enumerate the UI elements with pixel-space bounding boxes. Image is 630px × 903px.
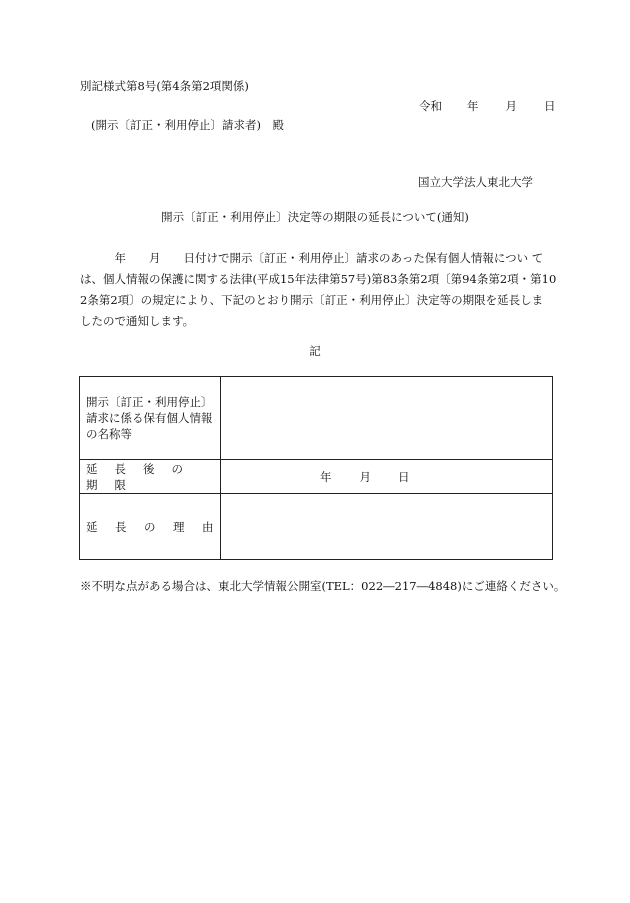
label-char: 限 [114, 477, 126, 492]
deadline-month: 月 [359, 469, 371, 484]
extension-reason-value[interactable] [221, 494, 553, 560]
extended-deadline-value[interactable] [221, 460, 553, 494]
label-char: 期 [86, 477, 98, 492]
date-day: 日 [544, 99, 556, 113]
extension-reason-label [80, 494, 221, 560]
label-char: の [144, 519, 156, 534]
date-month: 月 [505, 99, 517, 113]
body-line: は、個人情報の保護に関する法律(平成15年法律第57号)第83条第2項〔第94条第2項・第10 [80, 272, 557, 286]
label-char: 長 [114, 461, 126, 476]
body-line: 年 月 日付けで開示〔訂正・利用停止〕請求のあった保有個人情報につい て [80, 251, 544, 265]
addressee: (開示〔訂正・利用停止〕請求者) 殿 [91, 118, 284, 132]
label-char: の [171, 461, 183, 476]
footer-note: ※不明な点がある場合は、東北大学情報公開室(TEL：022―217―4848)にご連絡ください。 [80, 579, 566, 593]
table-row [80, 494, 553, 560]
extended-deadline-label [80, 460, 221, 494]
document-title: 開示〔訂正・利用停止〕決定等の期限の延長について(通知) [161, 210, 469, 224]
label-char: 理 [173, 519, 185, 534]
table-row [80, 460, 553, 494]
label-line: の名称等 [86, 427, 132, 441]
date-line [419, 101, 556, 113]
deadline-year: 年 [320, 469, 332, 484]
deadline-day: 日 [398, 469, 410, 484]
date-year: 年 [467, 99, 479, 113]
info-name-value[interactable] [221, 377, 553, 460]
label-char: 後 [143, 461, 155, 476]
label-char: 延 [86, 461, 98, 476]
label-char: 長 [115, 519, 127, 534]
info-table [79, 376, 553, 560]
body-text [80, 248, 557, 332]
label-char: 由 [202, 519, 214, 534]
ki-heading: 記 [309, 344, 321, 358]
form-number: 別記様式第8号(第4条第2項関係) [80, 79, 249, 93]
label-line: 請求に係る保有個人情報 [86, 411, 213, 425]
info-name-label [80, 377, 221, 460]
label-char: 延 [86, 519, 98, 534]
body-line: したので通知します。 [80, 314, 195, 328]
table-row [80, 377, 553, 460]
issuer-name: 国立大学法人東北大学 [418, 175, 533, 189]
body-line: 2条第2項〕の規定により、下記のとおり開示〔訂正・利用停止〕決定等の期限を延長しま [80, 293, 544, 307]
date-era: 令和 [419, 99, 442, 113]
label-line: 開示〔訂正・利用停止〕 [86, 395, 213, 409]
